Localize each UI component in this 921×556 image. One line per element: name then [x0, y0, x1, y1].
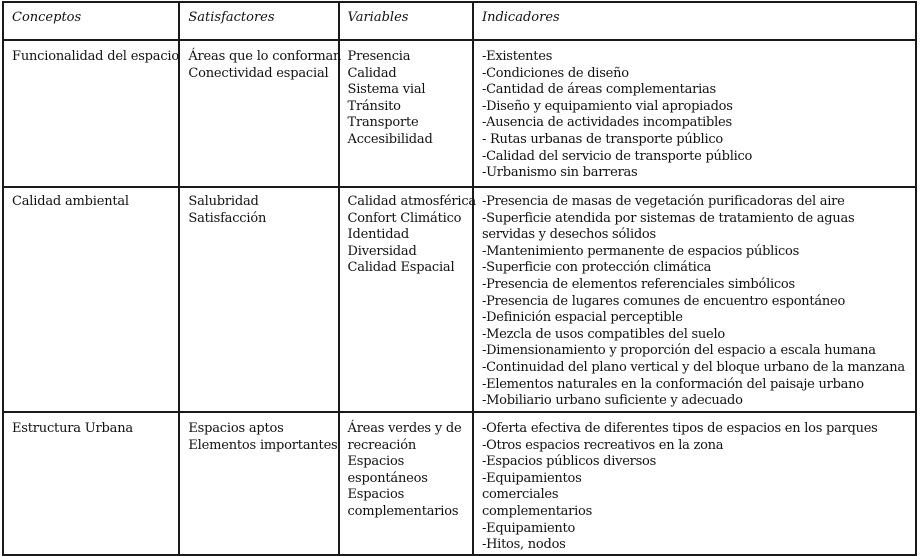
header-satisfactores: Satisfactores	[179, 2, 338, 40]
indicador-item: -Continuidad del plano vertical y del bloque urbano de la manzana	[481, 359, 905, 375]
indicador-item: -Mantenimiento permanente de espacios públicos	[481, 243, 800, 259]
indicador-item: -Equipamientos comerciales complementarios	[481, 470, 593, 519]
variable-item: Calidad atmosférica	[347, 194, 476, 209]
satisfactores-cell	[179, 187, 338, 412]
indicadores-cell	[473, 40, 916, 187]
variable-item: Sistema vial	[347, 82, 426, 98]
header-indicadores: Indicadores	[473, 2, 916, 40]
indicador-item: -Espacios públicos diversos	[481, 454, 657, 470]
variables-cell	[339, 187, 476, 412]
variable-item: Confort Climático	[347, 210, 462, 226]
satisfactor-item: Conectividad espacial	[188, 65, 329, 81]
variable-item: Calidad	[347, 65, 397, 81]
indicador-item: -Dimensionamiento y proporción del espacio a escala humana	[481, 343, 876, 359]
satisfactor-item: Espacios aptos	[188, 421, 284, 436]
indicadores-cell	[473, 187, 916, 412]
variable-item: Espacios complementarios	[347, 487, 459, 519]
table-row	[3, 412, 916, 555]
indicador-item: -Definición espacial perceptible	[481, 310, 683, 326]
variable-item: Transporte	[347, 115, 419, 131]
satisfactores-cell	[179, 40, 342, 187]
table-row	[3, 187, 916, 412]
satisfactor-item: Salubridad	[188, 194, 259, 209]
satisfactor-item: Áreas que lo conforman	[188, 49, 342, 64]
header-variables: Variables	[339, 2, 473, 40]
indicador-item: -Superficie con protección climática	[481, 260, 712, 276]
variable-item: Accesibilidad	[347, 131, 433, 147]
satisfactores-cell	[179, 412, 338, 555]
indicador-item: -Ausencia de actividades incompatibles	[481, 115, 732, 131]
header-conceptos: Conceptos	[3, 2, 179, 40]
indicador-item: -Existentes	[481, 49, 553, 64]
variable-item: Calidad Espacial	[347, 260, 455, 276]
variable-item: Áreas verdes y de recreación	[347, 421, 462, 453]
indicador-item: - Rutas urbanas de transporte público	[481, 131, 723, 147]
indicador-item: -Presencia de lugares comunes de encuentro espontáneo	[481, 293, 846, 309]
conceptual-framework-table	[2, 1, 917, 556]
variables-cell	[339, 412, 473, 555]
indicador-item: -Oferta efectiva de diferentes tipos de espacios en los parques	[481, 421, 878, 436]
concepto-cell	[3, 412, 179, 555]
satisfactor-item: Satisfacción	[188, 210, 267, 226]
satisfactor-item: Elementos importantes	[188, 437, 338, 453]
indicador-item: -Mezcla de usos compatibles del suelo	[481, 326, 725, 342]
table-header-row	[3, 2, 916, 40]
indicador-item: -Calidad del servicio de transporte público	[481, 148, 753, 164]
variable-item: Tránsito	[347, 98, 401, 114]
variable-item: Diversidad	[347, 243, 417, 259]
concepto-text: Funcionalidad del espacio	[12, 49, 180, 64]
indicador-item: -Equipamiento	[481, 520, 576, 536]
indicador-item: -Superficie atendida por sistemas de tratamiento de aguas servidas y desechos sólidos	[481, 210, 855, 243]
indicador-item: -Condiciones de diseño	[481, 65, 629, 81]
variable-item: Espacios espontáneos	[347, 454, 428, 486]
table-row	[3, 40, 916, 187]
concepto-text: Calidad ambiental	[12, 194, 129, 209]
variables-cell	[339, 40, 473, 187]
indicador-item: -Diseño y equipamiento vial apropiados	[481, 98, 733, 114]
indicador-item: -Mobiliario urbano suficiente y adecuado	[481, 393, 743, 409]
indicador-item: -Cantidad de áreas complementarias	[481, 82, 716, 98]
indicador-item: -Elementos naturales en la conformación del paisaje urbano	[481, 376, 864, 392]
indicador-item: -Otros espacios recreativos en la zona	[481, 437, 724, 453]
variable-item: Presencia	[347, 49, 411, 64]
concepto-cell	[3, 40, 179, 187]
concepto-cell	[3, 187, 179, 412]
indicador-item: -Urbanismo sin barreras	[481, 165, 638, 181]
concepto-text: Estructura Urbana	[12, 421, 133, 436]
indicador-item: -Presencia de elementos referenciales simbólicos	[481, 276, 795, 292]
indicador-item: -Presencia de masas de vegetación purificadoras del aire	[481, 194, 845, 209]
variable-item: Identidad	[347, 227, 410, 243]
indicadores-cell	[473, 412, 916, 555]
indicador-item: -Hitos, nodos	[481, 537, 566, 553]
